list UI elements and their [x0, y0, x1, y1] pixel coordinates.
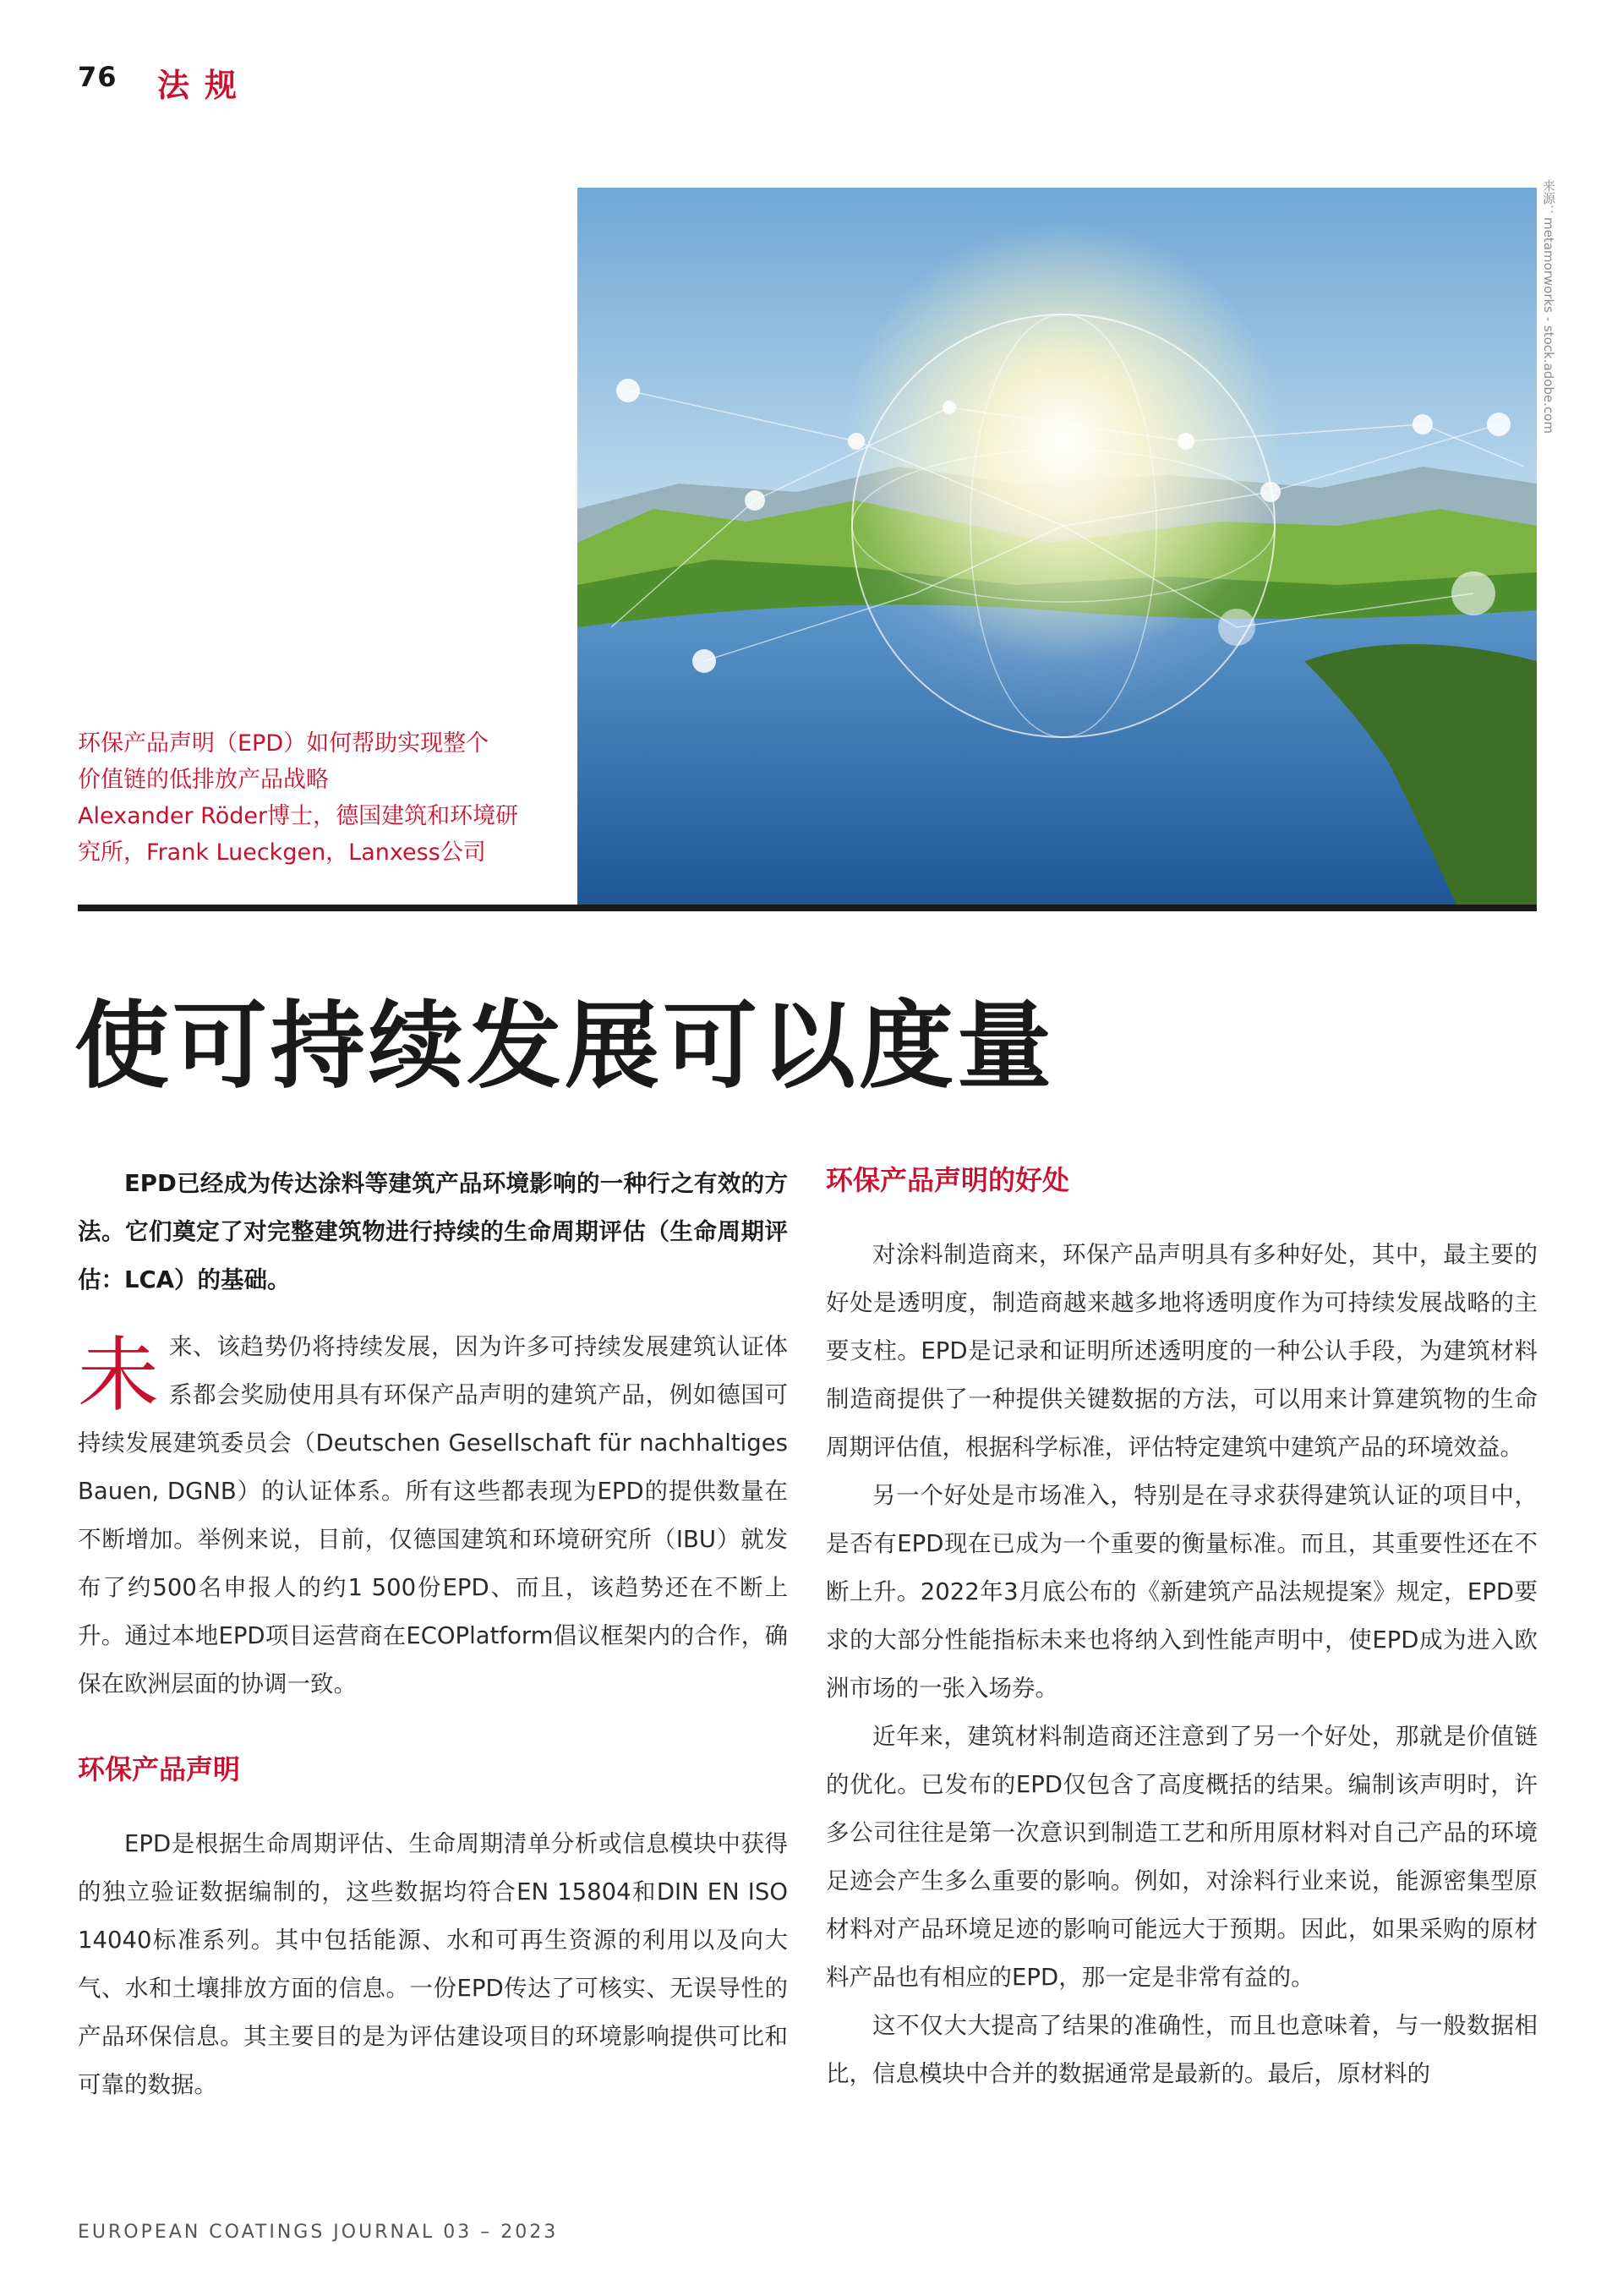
intro-line: 价值链的低排放产品战略 — [78, 767, 329, 793]
right-column — [826, 1160, 1538, 2098]
author-line: 究所，Frank Lueckgen，Lanxess公司 — [78, 839, 486, 866]
body-paragraph: 另一个好处是市场准入，特别是在寻求获得建筑认证的项目中，是否有EPD现在已成为一个重要的衡量标准。而且，其重要性还在不断上升。2022年3月底公布的《新建筑产品法规提案》规定，EPD要求的大部分性能指标未来也将纳入到性能声明中，使EPD成为进入欧洲市场的一张入场券。 — [826, 1482, 1538, 1702]
section-heading: 环保产品声明的好处 — [826, 1164, 1070, 1196]
intro-line: 环保产品声明（EPD）如何帮助实现整个 — [78, 730, 489, 757]
left-column — [78, 1160, 788, 2109]
page-number: 76 — [78, 61, 117, 93]
journal-footer: EUROPEAN COATINGS JOURNAL 03 – 2023 — [78, 2222, 559, 2243]
body-paragraph: 这不仅大大提高了结果的准确性，而且也意味着，与一般数据相比，信息模块中合并的数据通常是最新的。最后，原材料的 — [826, 2012, 1538, 2087]
body-paragraph — [78, 1323, 788, 1708]
section-label: 法规 — [157, 67, 253, 104]
article-intro — [78, 725, 551, 871]
author-line: Alexander Röder博士，德国建筑和环境研 — [78, 803, 519, 829]
article-headline: 使可持续发展可以度量 — [74, 992, 1055, 1102]
drop-cap: 未 — [78, 1328, 159, 1423]
section-heading: 环保产品声明 — [78, 1753, 241, 1785]
photo-credit: 来源：metamorworks - stock.adobe.com — [1541, 179, 1556, 434]
body-paragraph: 近年来，建筑材料制造商还注意到了另一个好处，那就是价值链的优化。已发布的EPD仅包含了高度概括的结果。编制该声明时，许多公司往往是第一次意识到制造工艺和所用原材料对自己产品的环境足迹会产生多么重要的影响。例如，对涂料行业来说，能源密集型原材料对产品环境足迹的影响可能远大于预期。因此，如果采购的原材料产品也有相应的EPD，那一定是非常有益的。 — [826, 1723, 1538, 1991]
divider-rule — [78, 905, 1537, 911]
hero-illustration — [577, 188, 1537, 905]
body-paragraph: 对涂料制造商来，环保产品声明具有多种好处，其中，最主要的好处是透明度，制造商越来越多地将透明度作为可持续发展战略的主要支柱。EPD是记录和证明所述透明度的一种公认手段，为建筑材料制造商提供了一种提供关键数据的方法，可以用来计算建筑物的生命周期评估值，根据科学标准，评估特定建筑中建筑产品的环境效益。 — [826, 1241, 1538, 1461]
body-text: 来、该趋势仍将持续发展，因为许多可持续发展建筑认证体系都会奖励使用具有环保产品声明的建筑产品，例如德国可持续发展建筑委员会（Deutschen Gesellschaft für nachhaltiges Bauen, DGNB）的认证体系。所有这些都表现为EPD的提供数量在不断增加。举例来说，目前，仅德国建筑和环境研究所（IBU）就发布了约500名申报人的约1 500份EPD、而且，该趋势还在不断上升。通过本地EPD项目运营商在ECOPlatform倡议框架内的合作，确保在欧洲层面的协调一致。 — [78, 1333, 788, 1697]
body-paragraph: EPD是根据生命周期评估、生命周期清单分析或信息模块中获得的独立验证数据编制的，这些数据均符合EN 15804和DIN EN ISO 14040标准系列。其中包括能源、水和可再生资源的利用以及向大气、水和土壤排放方面的信息。一份EPD传达了可核实、无误导性的产品环保信息。其主要目的是为评估建设项目的环境影响提供可比和可靠的数据。 — [78, 1830, 788, 2098]
hero-image — [577, 188, 1537, 905]
lead-paragraph: EPD已经成为传达涂料等建筑产品环境影响的一种行之有效的方法。它们奠定了对完整建筑物进行持续的生命周期评估（生命周期评估：LCA）的基础。 — [78, 1170, 788, 1293]
